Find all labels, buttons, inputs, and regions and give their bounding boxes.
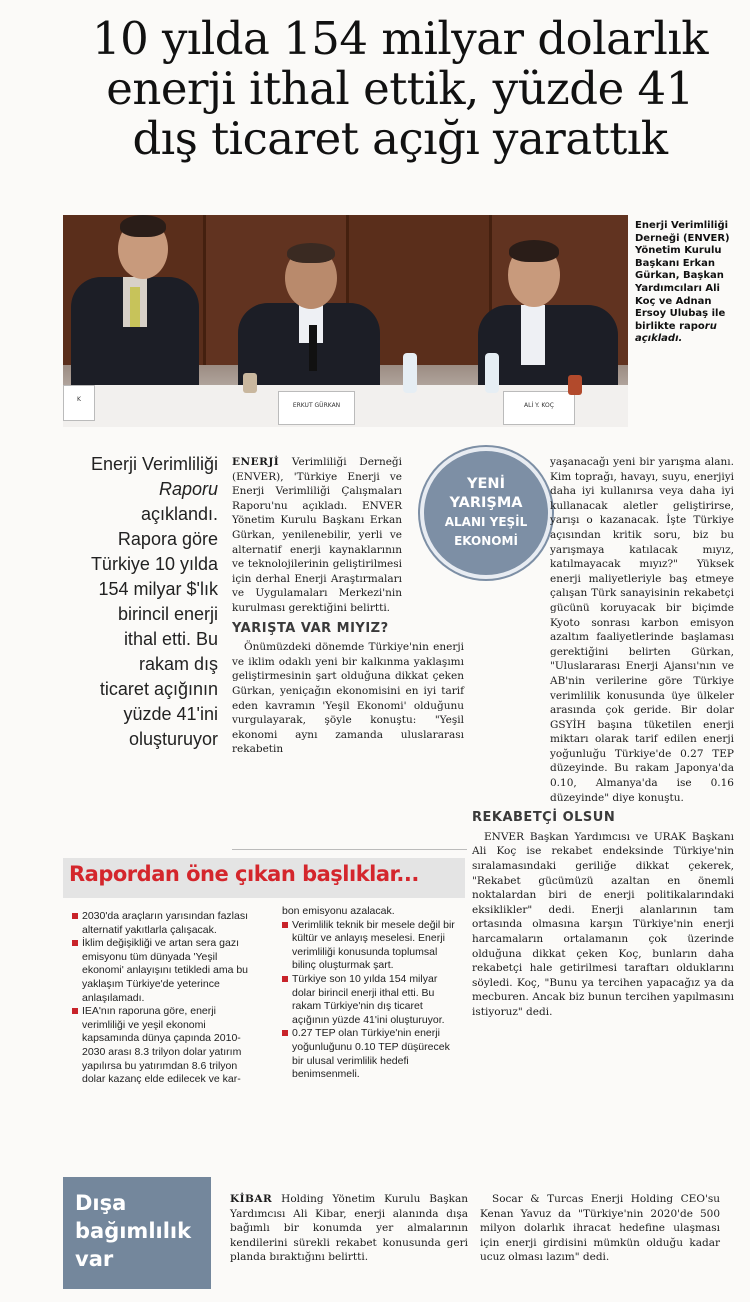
side-summary-line: yüzde 41'ini bbox=[123, 704, 218, 724]
photo-caption bbox=[635, 220, 743, 346]
highlights-banner bbox=[63, 858, 465, 898]
article-paragraph-4: ENVER Başkan Yardımcısı ve URAK Başkanı Ali Koç ise rekabet endeksinde Türkiye'nin sıralamasındaki geriliğe dikkat çekerek, "Rekabet gücümüzü azaltan en önemli noktalardan biri de enerji politikalarındaki eksiklikler" dedi. Enerji alanlarının tam ortasında olmasına karşın Türkiye'nin enerji harcamaların ortalamanın çok üzerinde olduğuna dikkat çeken Koç, bunların daha rekabetçi hale getirilmesi taraftarı olduklarını söyledi. Koç, "Bunu ya tercihen yapacağız ya da mecburen. Ancak biz bunun tercihen yapılmasını istiyoruz" dedi. bbox=[472, 830, 734, 1018]
side-summary-line: birincil enerji bbox=[117, 604, 218, 624]
caption-text: Enerji Verimliliği Derneği (ENVER) Yönetim Kurulu Başkanı Erkan Gürkan, Başkan Yardımcıları Ali Koç ve Adnan Ersoy Ulubaş ile birlikte rapo bbox=[635, 220, 730, 332]
side-summary-line: Türkiye 10 yılda bbox=[90, 554, 218, 574]
nameplate-left: K bbox=[63, 385, 95, 421]
badge-line: YARIŞMA bbox=[449, 495, 523, 511]
divider bbox=[232, 849, 467, 850]
highlight-item-continued: bon emisyonu azalacak. bbox=[282, 905, 395, 917]
highlight-item: 0.27 TEP olan Türkiye'nin enerji yoğunluğunu 0.10 TEP düşürecek bir ulusal verimlilik hedefi benimsenmeli. bbox=[282, 1027, 462, 1081]
article-column-4 bbox=[480, 1192, 720, 1265]
side-summary-line: rakam dış bbox=[138, 654, 218, 674]
kibar-paragraph: Holding Yönetim Kurulu Başkan Yardımcısı Ali Kibar, enerji alanında dışa bağımlı bir konumda yer almalarının kendilerini sürekli rekabet konusunda geri planda bıraktığını belirtti. bbox=[230, 1193, 468, 1264]
article-kicker: ENERJİ bbox=[232, 456, 280, 468]
kibar-kicker: KİBAR bbox=[230, 1193, 273, 1205]
subhead-rekabetci: REKABETÇİ OLSUN bbox=[472, 810, 616, 826]
highlights-title: Rapordan öne çıkan başlıklar... bbox=[69, 862, 419, 886]
article-paragraph-3: yaşanacağı yeni bir yarışma alanı. Kim toprağı, havayı, suyu, enerjiyi daha iyi kullanırsa veya daha iyi kullanacak aletler geliştirirse, yarışı o kazanacak. İşte Türkiye açısından kritik soru, biz bu yarışmaya katılacak mıyız, katılmayacak mıyız?" Yüksek enerji maliyetleriyle baş etmeye çalışan Türk sanayisinin rekabetçi gücünü koruyacak bir biçimde Kyoto sonrası karbon emisyon azaltım faaliyetlerinde başlaması gerektiğini belirten Gürkan, "Uluslararası Enerji Ajansı'nın ve AB'nin verilerine göre Türkiye verimlilik konusunda üye ülkeler arasında çok geride. Bir dolar GSYİH başına tüketilen enerji miktarı olarak tarif edilen enerji yoğunluğu Türkiye'de 0.27 TEP düzeyinde. Bu rakam Japonya'da 0.10, Almanya'da ise 0.16 düzeyinde" diye konuştu. bbox=[550, 456, 734, 804]
highlight-item: IEA'nın raporuna göre, enerji verimliliği ve yeşil ekonomi kapsamında dünya çapında 2010-2030 arası 8.3 trilyon dolar yatırım yapılırsa bu yatırımdan 8.6 trilyon dolar kazanç elde edilecek ve kar- bbox=[72, 1005, 252, 1087]
highlight-item: 2030'da araçların yarısından fazlası alternatif yakıtlarla çalışacak. bbox=[72, 910, 252, 937]
article-column-2 bbox=[472, 455, 734, 1020]
side-summary-line: ithal etti. Bu bbox=[123, 629, 218, 649]
side-summary bbox=[68, 452, 218, 752]
headline-line-3: dış ticaret açığı yarattık bbox=[132, 112, 668, 165]
article-column-3 bbox=[230, 1192, 468, 1265]
headline bbox=[60, 14, 740, 164]
nameplate-right: ALİ Y. KOÇ bbox=[503, 391, 575, 425]
highlight-item: Verimlilik teknik bir mesele değil bir kültür ve anlayış meselesi. Enerji verimliliği konusunda toplumsal bilinç oluşturmak şart. bbox=[282, 919, 462, 973]
subhead-yarista: YARIŞTA VAR MIYIZ? bbox=[232, 620, 389, 636]
nameplate-center: ERKUT GÜRKAN bbox=[278, 391, 355, 425]
press-conference-photo bbox=[63, 215, 628, 427]
caption-text-italic: ru açıkladı. bbox=[635, 320, 717, 345]
side-summary-line: ticaret açığının bbox=[99, 679, 218, 699]
side-summary-line: Rapora göre bbox=[117, 529, 218, 549]
highlight-item: İklim değişikliği ve artan sera gazı emisyonu tüm dünyada 'Yeşil ekonomi' anlayışını tetikledi ama bu yaklaşım Türkiye'de yeterince anlaşılamadı. bbox=[72, 937, 252, 1005]
badge-line: EKONOMİ bbox=[454, 534, 518, 548]
side-summary-line: 154 milyar $'lık bbox=[98, 579, 218, 599]
badge-line: ALANI YEŞİL bbox=[444, 515, 528, 529]
article-paragraph-1: Verimliliği Derneği (ENVER), 'Türkiye Enerji ve Enerji Verimliliği Çalışmaları Raporu'nu açıkladı. ENVER Yönetim Kurulu Başkanı Erkan Gürkan, yenilenebilir, yerli ve alternatif enerji kaynaklarının ve teknolojilerinin geliştirilmesi için derhal Enerji Araştırmaları ve Uygulamaları Merkezi'nin kurulması gerektiğini belirtti. bbox=[232, 456, 402, 614]
highlight-item: Türkiye son 10 yılda 154 milyar dolar birincil enerji ithal etti. Bu rakam Türkiye'nin dış ticaret açığının yüzde 41'ini oluşturuyor. bbox=[282, 973, 462, 1027]
side-summary-line: açıklandı. bbox=[140, 504, 218, 524]
side-summary-line: Enerji Verimliliği bbox=[90, 454, 218, 474]
headline-line-2: enerji ithal ettik, yüzde 41 bbox=[106, 62, 694, 115]
side-summary-line: Raporu bbox=[158, 479, 218, 499]
dependency-box-line: Dışa bbox=[75, 1191, 127, 1215]
side-summary-line: oluşturuyor bbox=[128, 729, 218, 749]
article-paragraph-2: Önümüzdeki dönemde Türkiye'nin enerji ve iklim odaklı yeni bir kalkınma yaklaşımı geliştirmesinin şart olduğuna dikkat çeken Gürkan, yeniçağın ekonomisini en iyi tarif eden kavramın 'Yeşil Ekonomi' olduğunu vurgulayarak, şöyle konuştu: "Yeşil ekonomi aynı zamanda uluslararası rekabetin bbox=[232, 641, 464, 756]
badge-line: YENİ bbox=[467, 476, 505, 492]
socar-paragraph: Socar & Turcas Enerji Holding CEO'su Kenan Yavuz da "Türkiye'nin 2020'de 500 milyon dolarlık ihracat hedefine ulaşması için enerji girdisini mümkün olduğu kadar ucuz olması lazım" dedi. bbox=[480, 1193, 720, 1264]
highlights-list-right bbox=[282, 905, 462, 1082]
headline-line-1: 10 yılda 154 milyar dolarlık bbox=[91, 12, 709, 65]
dependency-box-line: var bbox=[75, 1247, 114, 1271]
dependency-box-line: bağımlılık bbox=[75, 1219, 192, 1243]
highlights-list-left bbox=[72, 910, 252, 1087]
dependency-box bbox=[63, 1177, 211, 1289]
